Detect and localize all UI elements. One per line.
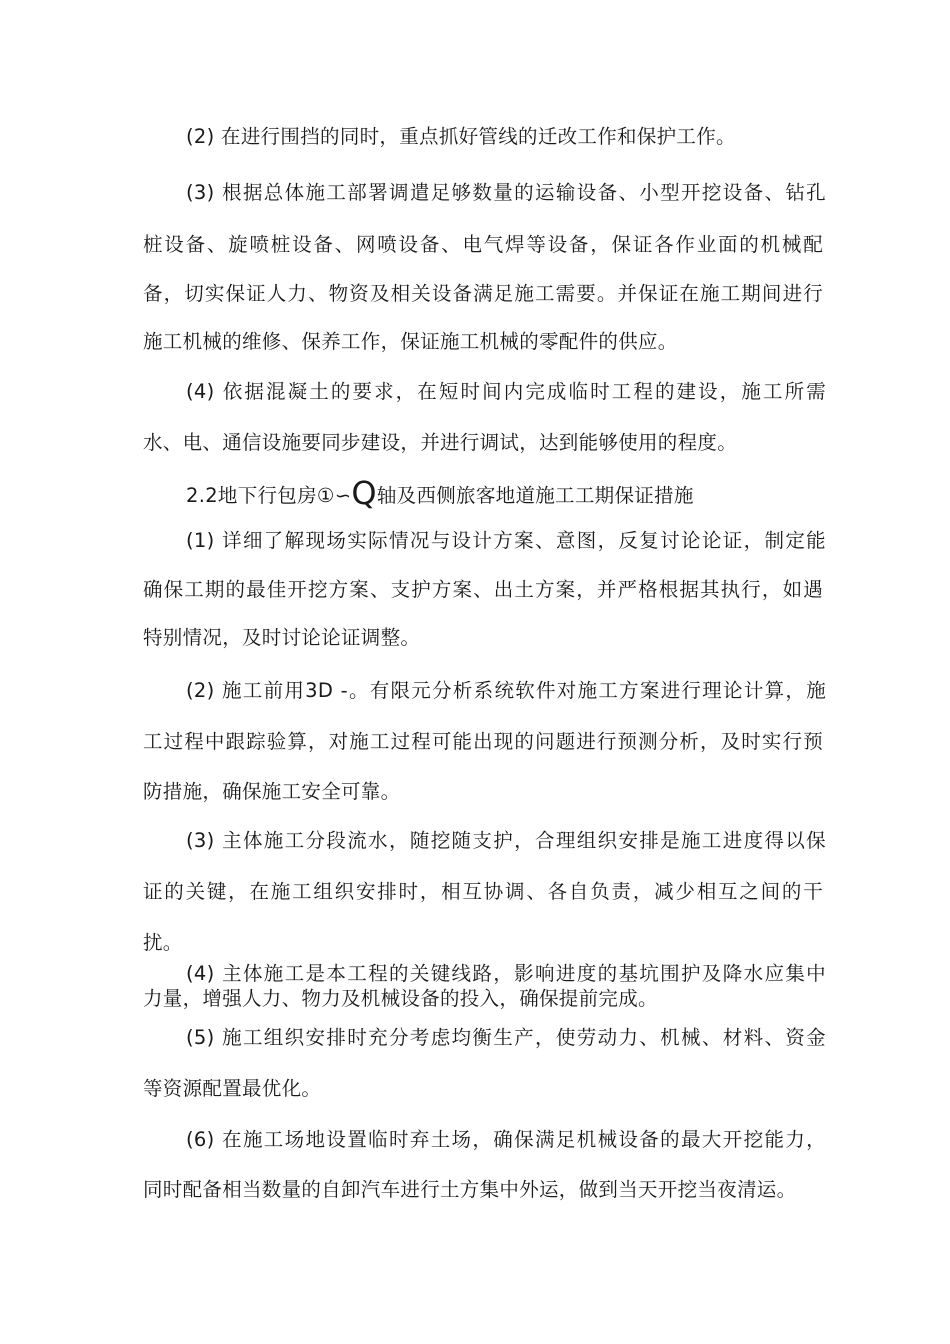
step-2-line-3: 防措施，确保施工安全可靠。	[143, 780, 401, 803]
step-2-line-2: 工过程中跟踪验算，对施工过程可能出现的问题进行预测分析，及时实行预	[143, 730, 823, 753]
section-heading-axis-letter: Q	[351, 474, 377, 512]
step-3-line-2: 证的关键，在施工组织安排时，相互协调、各自负责，减少相互之间的干	[143, 880, 823, 903]
section-heading	[186, 474, 826, 512]
section-heading-prefix: 2.2地下行包房①∽	[186, 484, 352, 507]
step-5-line-2: 等资源配置最优化。	[143, 1077, 322, 1100]
step-5-line-1: (5) 施工组织安排时充分考虑均衡生产，使劳动力、机械、材料、资金	[186, 1026, 826, 1049]
step-3-line-3: 扰。	[143, 931, 183, 954]
step-1-line-1: (1) 详细了解现场实际情况与设计方案、意图，反复讨论论证，制定能	[186, 529, 826, 552]
step-3-line-1: (3) 主体施工分段流水，随挖随支护，合理组织安排是施工进度得以保	[186, 829, 826, 852]
step-6-line-2: 同时配备相当数量的自卸汽车进行土方集中外运，做到当天开挖当夜清运。	[143, 1178, 797, 1201]
paragraph-3-line-1: (3) 根据总体施工部署调遣足够数量的运输设备、小型开挖设备、钻孔	[186, 181, 826, 204]
paragraph-4-line-2: 水、电、通信设施要同步建设，并进行调试，达到能够使用的程度。	[143, 431, 738, 454]
paragraph-3-line-3: 备，切实保证人力、物资及相关设备满足施工需要。并保证在施工期间进行	[143, 282, 823, 305]
section-heading-suffix: 轴及西侧旅客地道施工工期保证措施	[376, 484, 694, 507]
paragraph-3-line-4: 施工机械的维修、保养工作，保证施工机械的零配件的供应。	[143, 330, 678, 353]
step-2-line-1: (2) 施工前用3D -。有限元分析系统软件对施工方案进行理论计算，施	[186, 679, 826, 702]
paragraph-4-line-1: (4) 依据混凝土的要求，在短时间内完成临时工程的建设，施工所需	[186, 380, 826, 403]
paragraph-3-line-2: 桩设备、旋喷桩设备、网喷设备、电气焊等设备，保证各作业面的机械配	[143, 233, 823, 256]
step-4-line-2: 力量，增强人力、物力及机械设备的投入，确保提前完成。	[143, 987, 658, 1010]
step-1-line-3: 特别情况，及时讨论论证调整。	[143, 626, 421, 649]
step-6-line-1: (6) 在施工场地设置临时弃土场，确保满足机械设备的最大开挖能力，	[186, 1128, 826, 1151]
step-4-line-1: (4) 主体施工是本工程的关键线路，影响进度的基坑围护及降水应集中	[186, 962, 826, 985]
paragraph-2-line-1: (2) 在进行围挡的同时，重点抓好管线的迁改工作和保护工作。	[186, 125, 736, 148]
step-1-line-2: 确保工期的最佳开挖方案、支护方案、出土方案，并严格根据其执行，如遇	[143, 578, 823, 601]
